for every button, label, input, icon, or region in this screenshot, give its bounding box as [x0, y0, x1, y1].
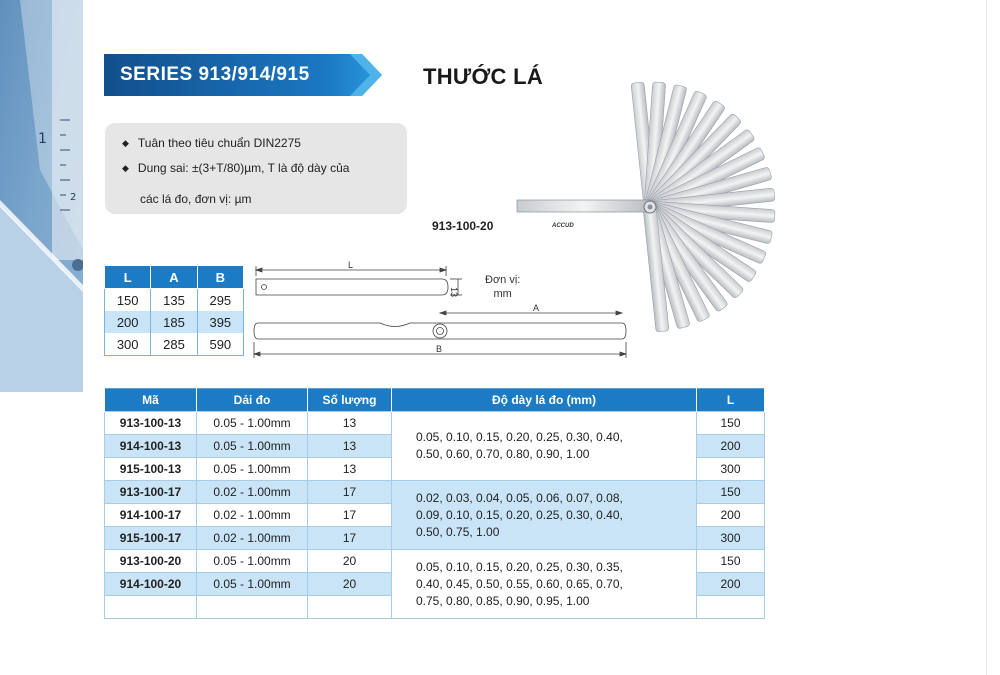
empty-cell [697, 596, 765, 619]
thickness-line: 0.05, 0.10, 0.15, 0.20, 0.25, 0.30, 0.40, [416, 430, 623, 444]
table-row [105, 481, 765, 504]
drawing-label-B: B [436, 344, 443, 354]
thickness-line: 0.50, 0.75, 1.00 [416, 524, 500, 539]
product-length: 200 [697, 435, 765, 458]
product-length: 300 [697, 527, 765, 550]
spec-tolerance-text: Dung sai: ±(3+T/80)µm, T là độ dày của [137, 161, 350, 175]
dim-cell: 295 [197, 289, 243, 312]
header-length: L [697, 389, 765, 412]
series-title: SERIES 913/914/915 [120, 64, 310, 85]
empty-cell [308, 596, 392, 619]
table-row [105, 550, 765, 573]
product-range: 0.05 - 1.00mm [197, 573, 308, 596]
thickness-line: 0.02, 0.03, 0.04, 0.05, 0.06, 0.07, 0.08, [416, 490, 623, 505]
unit-note [485, 273, 520, 301]
dim-cell: 150 [105, 289, 151, 312]
product-code: 914-100-17 [105, 504, 197, 527]
dim-header-A: A [151, 266, 197, 289]
spec-tolerance-cont: các lá đo, đơn vị: µm [140, 192, 252, 206]
thickness-group [392, 550, 697, 619]
bullet-icon: ◆ [122, 163, 129, 173]
table-row [105, 311, 244, 333]
svg-text:2: 2 [70, 192, 77, 203]
dim-cell: 200 [105, 311, 151, 333]
dim-cell: 135 [151, 289, 197, 312]
product-range: 0.02 - 1.00mm [197, 527, 308, 550]
spec-tolerance [122, 161, 349, 175]
dim-header-B: B [197, 266, 243, 289]
dimensions-table [104, 265, 244, 356]
product-range: 0.05 - 1.00mm [197, 458, 308, 481]
product-code: 914-100-13 [105, 435, 197, 458]
product-length: 150 [697, 412, 765, 435]
bullet-icon: ◆ [122, 138, 129, 148]
table-row [105, 412, 765, 435]
spec-standard [122, 136, 301, 150]
spec-box [105, 123, 407, 214]
dimensions-header-row [105, 266, 244, 289]
empty-cell [105, 596, 197, 619]
product-code: 913-100-13 [105, 412, 197, 435]
series-banner [104, 54, 382, 96]
unit-label: Đơn vị: [485, 274, 521, 286]
product-range: 0.05 - 1.00mm [197, 550, 308, 573]
table-row [105, 333, 244, 356]
dim-cell: 590 [197, 333, 243, 356]
header-range: Dải đo [197, 389, 308, 412]
product-range: 0.05 - 1.00mm [197, 412, 308, 435]
table-row [105, 289, 244, 312]
product-length: 150 [697, 550, 765, 573]
header-thickness: Độ dày lá đo (mm) [392, 389, 697, 412]
product-code: 914-100-20 [105, 573, 197, 596]
caliper-photo [0, 0, 83, 392]
product-code: 915-100-13 [105, 458, 197, 481]
thickness-line: 0.40, 0.45, 0.50, 0.55, 0.60, 0.65, 0.70, [416, 576, 623, 591]
product-range: 0.02 - 1.00mm [197, 481, 308, 504]
product-qty: 13 [308, 412, 392, 435]
product-range: 0.05 - 1.00mm [197, 435, 308, 458]
technical-drawing [250, 258, 635, 368]
thickness-line: 0.05, 0.10, 0.15, 0.20, 0.25, 0.30, 0.35, [416, 559, 623, 574]
product-qty: 17 [308, 527, 392, 550]
product-length: 200 [697, 504, 765, 527]
product-length: 150 [697, 481, 765, 504]
thickness-line: 0.09, 0.10, 0.15, 0.20, 0.25, 0.30, 0.40, [416, 507, 623, 522]
product-range: 0.02 - 1.00mm [197, 504, 308, 527]
product-qty: 13 [308, 435, 392, 458]
product-qty: 17 [308, 481, 392, 504]
drawing-label-L: L [348, 260, 354, 270]
unit-value: mm [493, 288, 512, 300]
dim-cell: 395 [197, 311, 243, 333]
svg-text:1: 1 [38, 131, 47, 147]
dim-cell: 300 [105, 333, 151, 356]
thickness-line: 0.75, 0.80, 0.85, 0.90, 0.95, 1.00 [416, 593, 590, 608]
product-qty: 13 [308, 458, 392, 481]
thickness-group [392, 412, 697, 481]
header-code: Mã [105, 389, 197, 412]
product-length: 300 [697, 458, 765, 481]
dim-cell: 185 [151, 311, 197, 333]
dim-header-L: L [105, 266, 151, 289]
spec-standard-text: Tuân theo tiêu chuẩn DIN2275 [137, 136, 301, 150]
product-length: 200 [697, 573, 765, 596]
product-qty: 20 [308, 550, 392, 573]
page-edge-line [986, 0, 987, 675]
thickness-group [392, 481, 697, 550]
drawing-label-A: A [533, 303, 540, 313]
dim-cell: 285 [151, 333, 197, 356]
drawing-label-13: 13 [449, 287, 459, 298]
product-table [104, 388, 765, 619]
product-header-row [105, 389, 765, 412]
product-title: THƯỚC LÁ [423, 64, 544, 89]
product-code: 913-100-17 [105, 481, 197, 504]
thickness-line: 0.50, 0.60, 0.70, 0.80, 0.90, 1.00 [416, 447, 590, 461]
empty-cell [197, 596, 308, 619]
product-qty: 17 [308, 504, 392, 527]
product-qty: 20 [308, 573, 392, 596]
header-quantity: Số lượng [308, 389, 392, 412]
product-code: 915-100-17 [105, 527, 197, 550]
product-code: 913-100-20 [105, 550, 197, 573]
brand-logo: ACCUD [552, 223, 574, 229]
product-model-label: 913-100-20 [432, 219, 494, 233]
